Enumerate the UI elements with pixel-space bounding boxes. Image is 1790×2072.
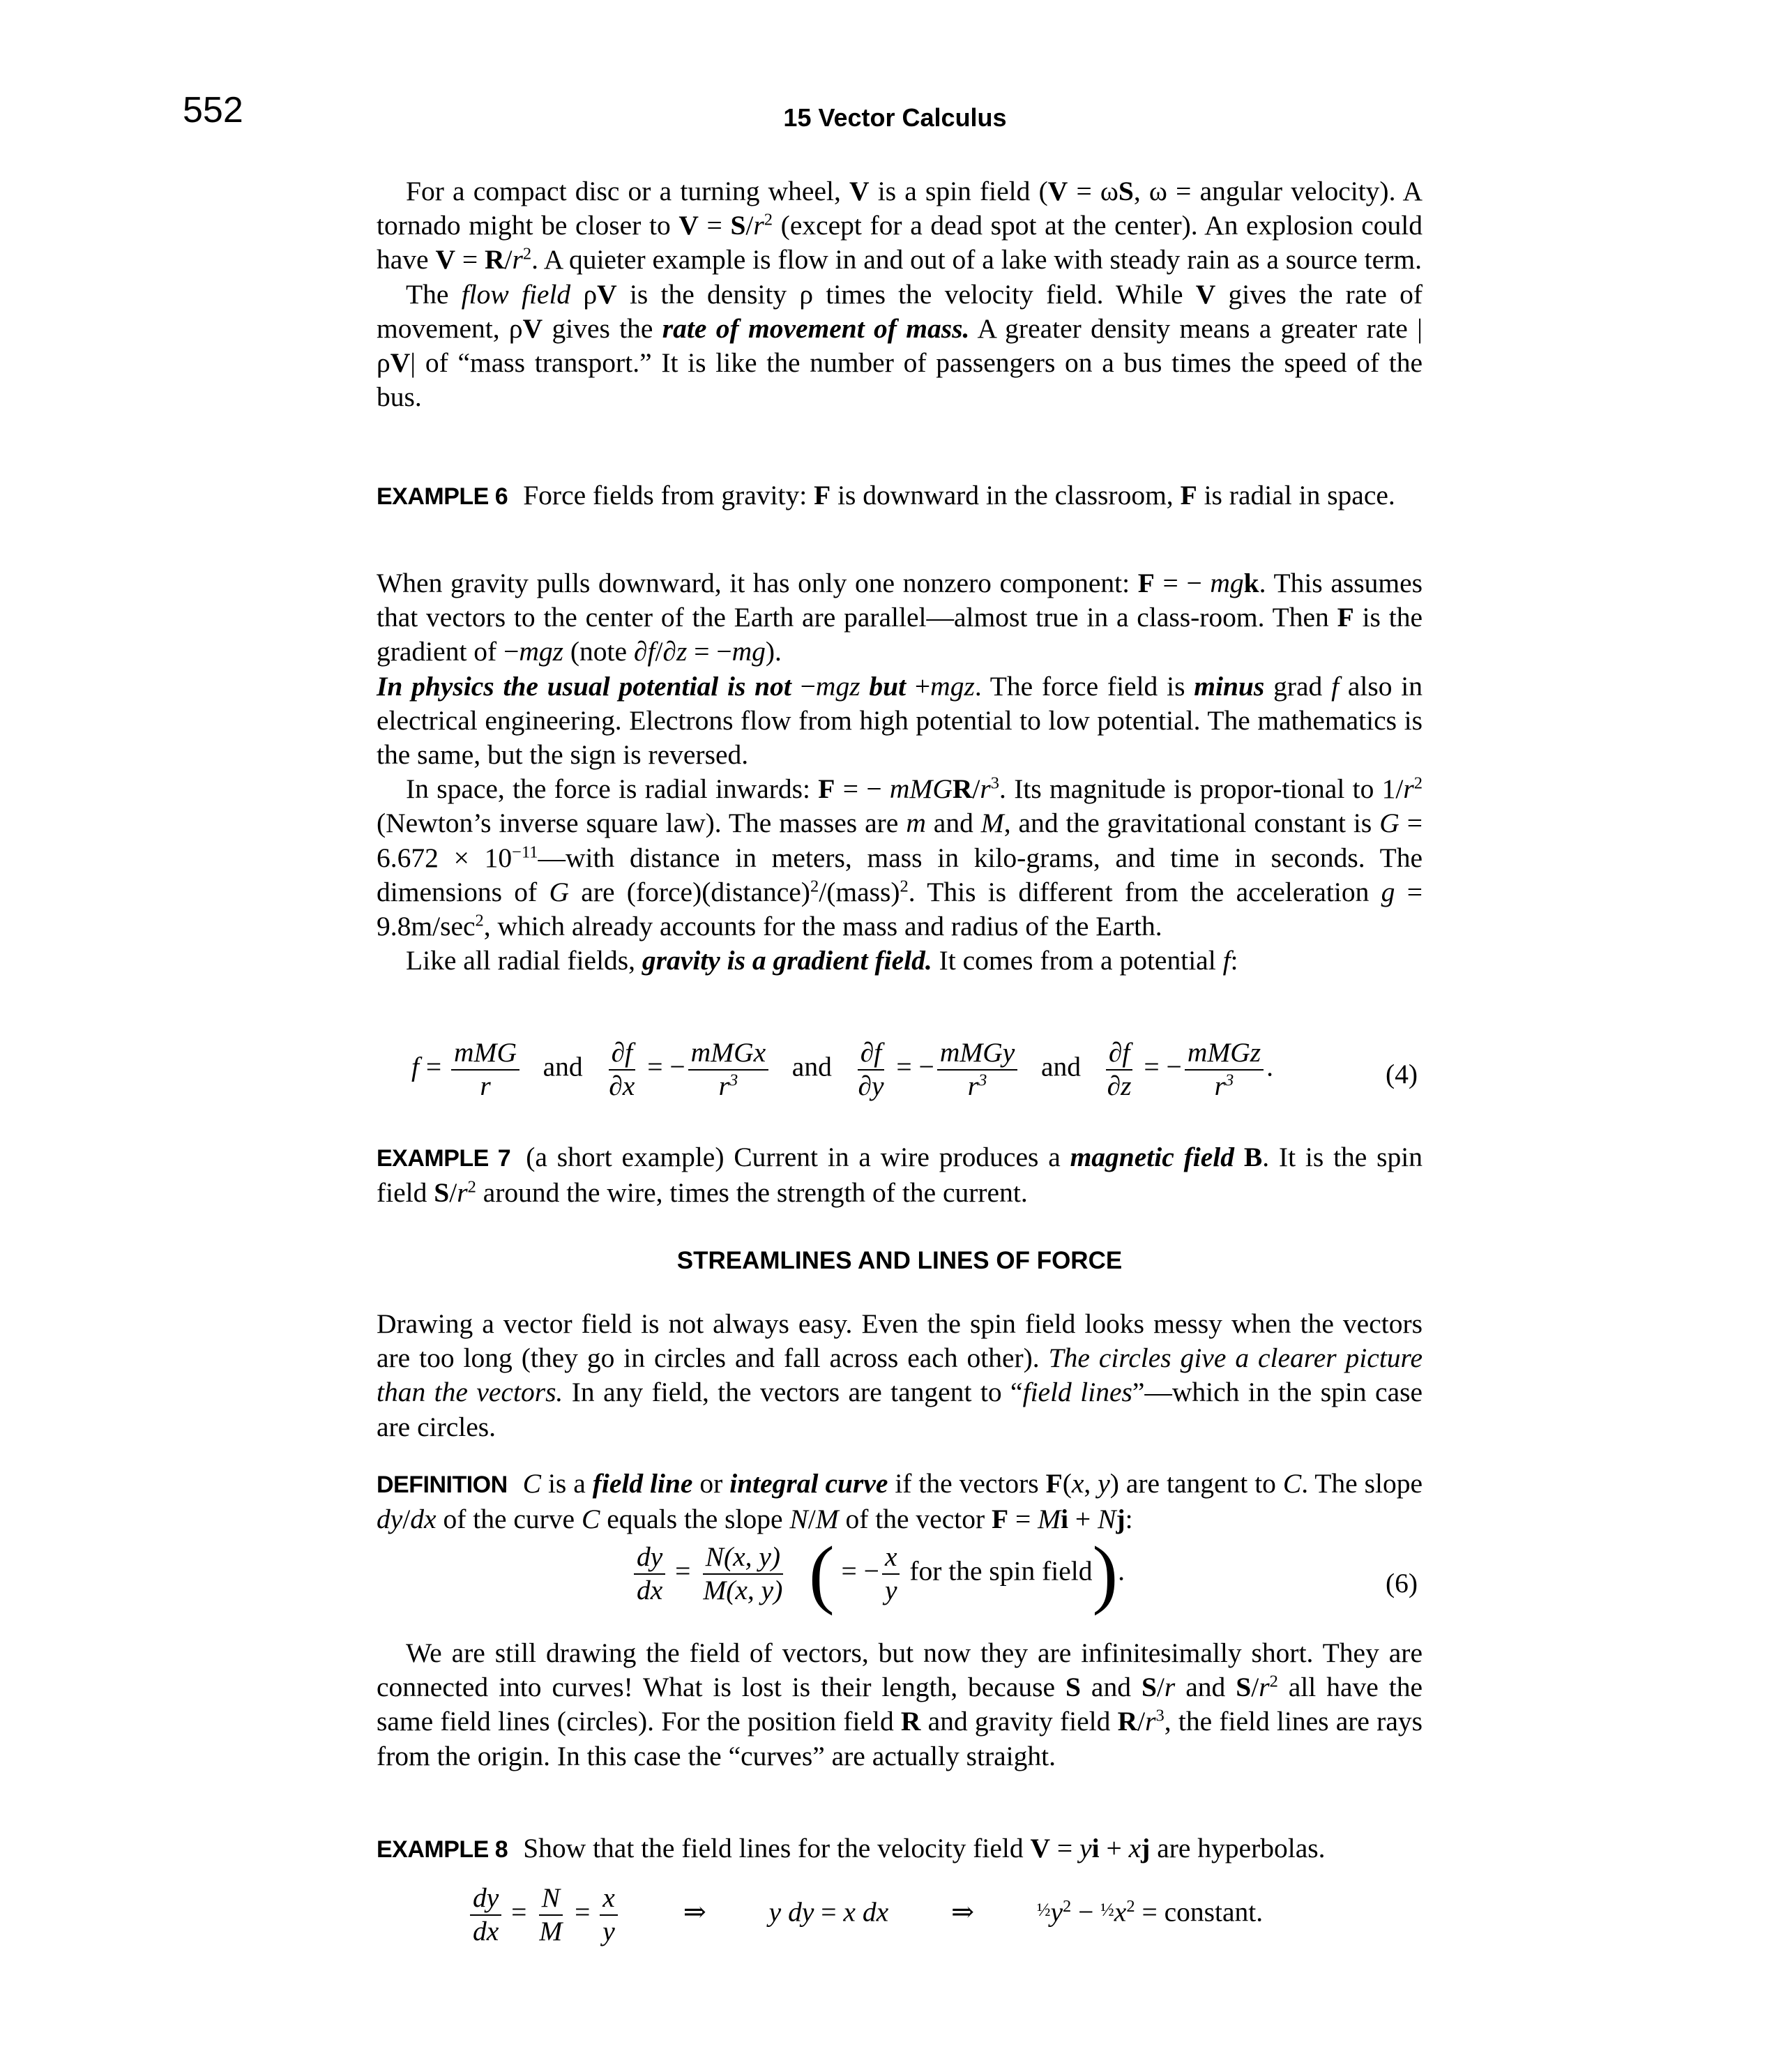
paragraph-sign-convention: In physics the usual potential is not −mgz but +mgz. The force field is minus grad f also in electrical engineering. Electrons flow from high potential to low potential. The mathematics is the same, but the sign is reversed.	[377, 670, 1423, 771]
equation-4-tag: (4)	[1386, 1059, 1418, 1089]
field-lines-block	[377, 1636, 1423, 1774]
example-6-label: EXAMPLE 6	[377, 483, 508, 510]
streamlines-block	[377, 1307, 1423, 1444]
equation-example-8: $\frac{dy}{dx}$ = $\frac{N}{M}$ = $\frac{x}{y}$ ⇒ y dy = x dx ⇒ $\frac{1}{2}y^2$ − $\frac{1}{2}x^2$ = constant.	[467, 1884, 1263, 1945]
equation-6: $\frac{dy}{dx}$ = $\frac{N(x, y)}{M(x, y)}$ ( = − $\frac{x}{y}$ for the spin field).	[631, 1543, 1125, 1604]
example-7-label: EXAMPLE 7	[377, 1145, 511, 1172]
example-7-statement	[377, 1140, 1423, 1210]
example-7-text: EXAMPLE 7 (a short example) Current in a wire produces a magnetic field B. It is the spin field $S/r^2$ around the wire, times the strength of the current.	[377, 1142, 1423, 1209]
example-8-text: EXAMPLE 8 Show that the field lines for the velocity field V = yi + xj are hyperbolas.	[377, 1833, 1326, 1863]
paragraph-radial-gravity: In space, the force is radial inwards: F = − mMGR/$r^3$. Its magnitude is propor-tional to $1/r^2$ (Newton’s inverse square law). The masses are m and M, and the gravitational constant is $G = 6.672 \times 10^{-11}—with$ distance in meters, mass in kilo-grams, and time in seconds. The dimensions of G are (force)(distance)$^2$/(mass)$^2$. This is different from the acceleration $g = 9.8m/\sec^2$, which already accounts for the mass and radius of the Earth.	[377, 773, 1423, 942]
definition-block	[377, 1467, 1423, 1536]
paragraph-downward-gravity: When gravity pulls downward, it has only one nonzero component: F = − mgk. This assumes that vectors to the center of the Earth are parallel—almost true in a class-room. Then F is the gradient of −mgz (note ∂f/∂z = −mg).	[377, 568, 1423, 667]
intro-block	[377, 174, 1423, 414]
paragraph-flow-field: The flow field ρV is the density ρ times the velocity field. While V gives the rate of movement, ρV gives the rate of movement of mass. A greater density means a greater rate |ρV| of “mass transport.” It is like the number of passengers on a bus times the speed of the bus.	[377, 278, 1423, 413]
equation-4: f = $\frac{\text{mMG}}{r}$ and $\frac{\partial f}{\partial x}$ = − $\frac{\text{mMGx}}{r^3}$ and $\frac{\partial f}{\partial y}$ = − $\frac{\text{mMGy}}{r^3}$ and $\frac{\partial f}{\partial z}$ = − $\frac{\text{mMGz}}{r^3}$ .	[411, 1037, 1274, 1101]
equation-6-tag: (6)	[1386, 1568, 1418, 1598]
paragraph-gradient-field: Like all radial fields, gravity is a gradient field. It comes from a potential f:	[406, 945, 1238, 976]
paragraph-field-lines: We are still drawing the field of vectors, but now they are infinitesimally short. They are connected into curves! What is lost is their length, because S and S/r and $S/r^2$ all have the same field lines (circles). For the position field R and gravity field $R/r^3$, the field lines are rays from the origin. In this case the “curves” are actually straight.	[377, 1638, 1423, 1771]
section-heading: STREAMLINES AND LINES OF FORCE	[676, 1247, 1123, 1274]
example-8-statement	[377, 1831, 1423, 1867]
paragraph-drawing-fields: Drawing a vector field is not always easy. Even the spin field looks messy when the vectors are too long (they go in circles and fall across each other). The circles give a clearer picture than the vectors. In any field, the vectors are tangent to “field lines”—which in the spin case are circles.	[377, 1308, 1423, 1442]
chapter-running-header: 15 Vector Calculus	[783, 103, 1007, 132]
gravity-block	[377, 566, 1423, 978]
page-number: 552	[183, 90, 243, 130]
paragraph-spin-field: For a compact disc or a turning wheel, V is a spin field (V = ωS, ω = angular velocity). A tornado might be closer to $V = S/r^2$ (except for a dead spot at the center). An explosion could have $V = R/r^2$. A quieter example is flow in and out of a lake with steady rain as a source term.	[377, 176, 1423, 275]
example-6-statement	[377, 478, 1423, 514]
example-8-label: EXAMPLE 8	[377, 1836, 508, 1863]
example-6-text: EXAMPLE 6 Force fields from gravity: F is downward in the classroom, F is radial in space.	[377, 480, 1395, 511]
definition-text: DEFINITION C is a field line or integral curve if the vectors F(x, y) are tangent to C. The slope dy/dx of the curve C equals the slope N/M of the vector F = Mi + Nj:	[377, 1468, 1423, 1535]
definition-label: DEFINITION	[377, 1472, 508, 1498]
